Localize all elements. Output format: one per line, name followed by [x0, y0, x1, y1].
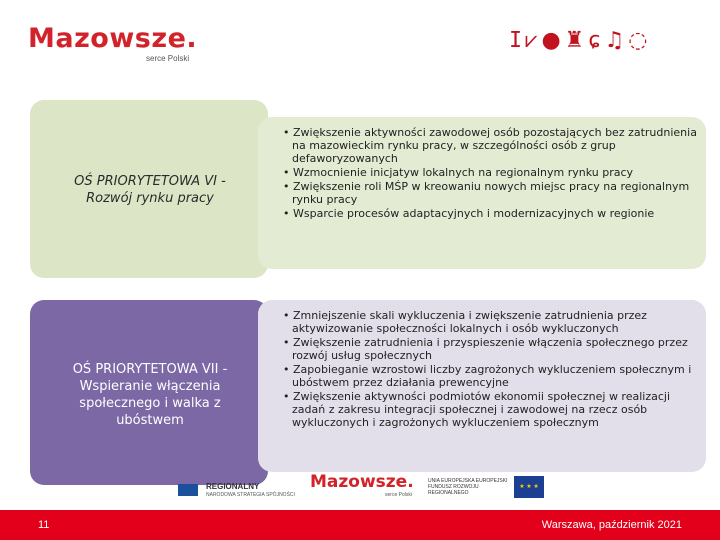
eu-flag-icon: ★ ★ ★: [514, 476, 544, 498]
list-item: • Zwiększenie roli MŚP w kreowaniu nowych miejsc pracy na regionalnym rynku pracy: [281, 180, 701, 206]
list-item: • Wsparcie procesów adaptacyjnych i modernizacyjnych w regionie: [281, 207, 701, 220]
funding-logos: [170, 472, 550, 502]
mazowsze-footer-logo: Mazowsze.: [310, 472, 414, 492]
eu-fund-text: UNIA EUROPEJSKA EUROPEJSKI FUNDUSZ ROZWOJU REGIONALNEGO: [428, 478, 508, 496]
list-item: • Zwiększenie aktywności zawodowej osób pozostających bez zatrudnienia na mazowieckim rynku pracy, w szczególności osób z grup defaworyzowanych: [281, 126, 701, 165]
list-item: • Zmniejszenie skali wykluczenia i zwiększenie zatrudnienia przez aktywizowanie społeczności lokalnych i osób wykluczonych: [281, 309, 701, 335]
mazowsze-logo: [28, 24, 228, 66]
program-flag-icon: [178, 484, 198, 496]
page-number: 11: [38, 519, 50, 531]
list-item: • Wzmocnienie inicjatyw lokalnych na regionalnym rynku pracy: [281, 166, 701, 179]
list-item: • Zwiększenie zatrudnienia i przyspieszenie włączenia społecznego przez rozwój usług społecznych: [281, 336, 701, 362]
regional-program-logo: REGIONALNY NARODOWA STRATEGIA SPÓJNOŚCI: [178, 480, 298, 500]
logo-wordmark: Mazowsze.: [28, 23, 198, 54]
footer-date: Warszawa, październik 2021: [541, 519, 682, 531]
logo-tagline: serce Polski: [146, 54, 190, 63]
axis-vii-bullet-list: [281, 309, 701, 430]
region-icons: ⵊ⩗●♜ɕ♫◌: [510, 28, 652, 53]
axis-vii-title: OŚ PRIORYTETOWA VII - Wspieranie włączenia społecznego i walka z ubóstwem: [72, 362, 228, 428]
list-item: • Zwiększenie aktywności podmiotów ekonomii społecznej w realizacji zadań z zakresu integracji społecznej i zawodowej na rzecz osób wykluczonych i zagrożonych wykluczeniem społecznym: [281, 390, 701, 429]
mazowsze-footer-tagline: serce Polski: [385, 492, 412, 498]
list-item: • Zapobieganie wzrostowi liczby zagrożonych wykluczeniem społecznym i ubóstwem przez działania prewencyjne: [281, 363, 701, 389]
axis-vi-bullet-list: [281, 126, 701, 221]
axis-vi-title: OŚ PRIORYTETOWA VI - Rozwój rynku pracy: [74, 174, 226, 206]
